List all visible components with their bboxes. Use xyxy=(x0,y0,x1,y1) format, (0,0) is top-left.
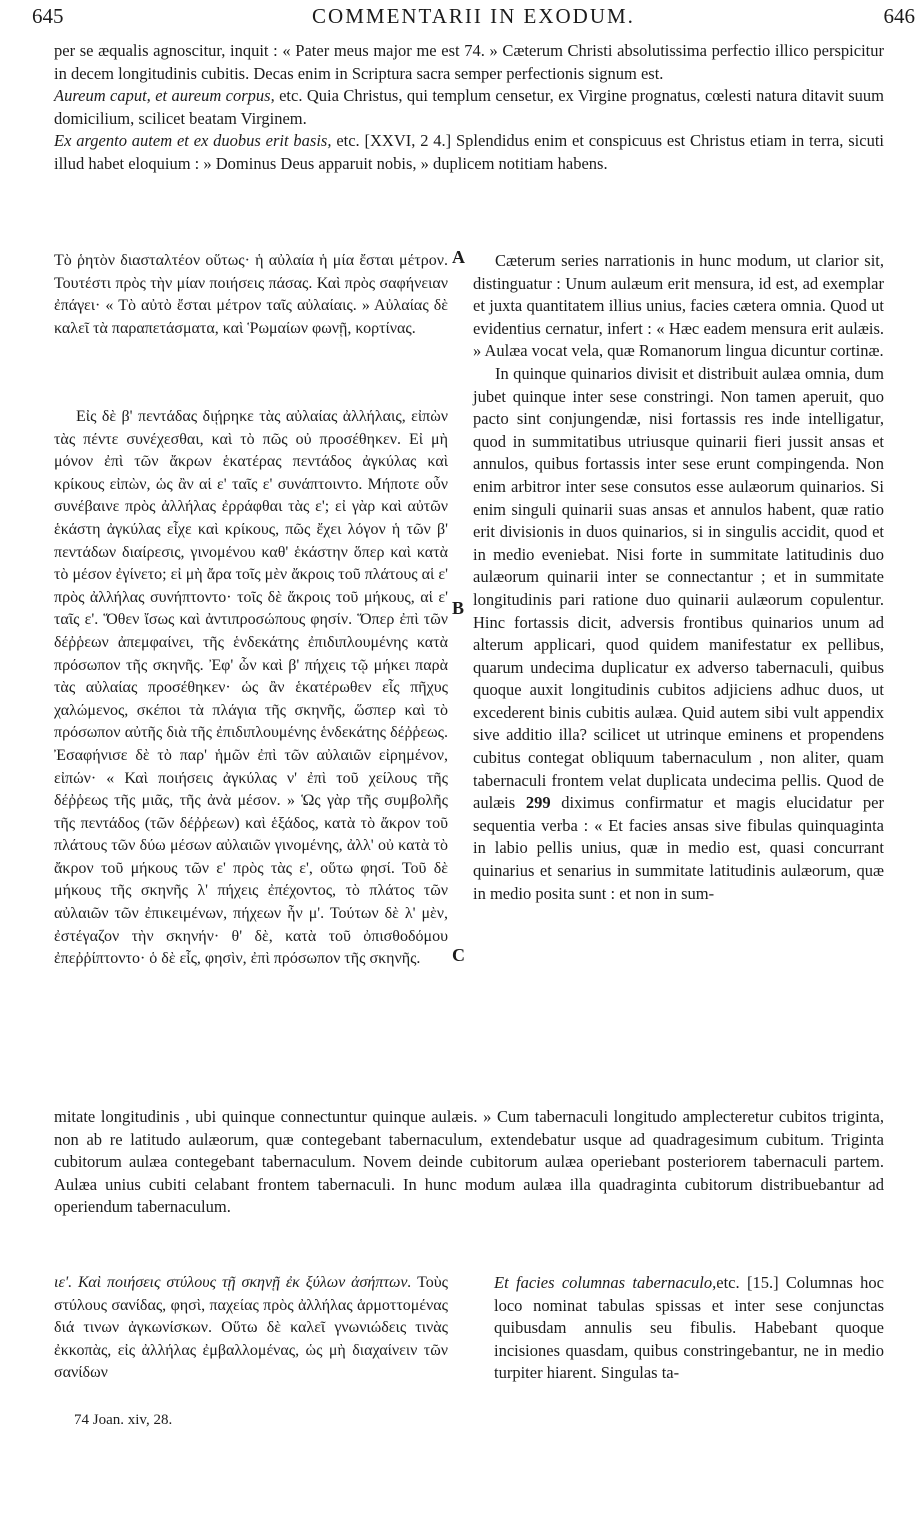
greek-paragraph-1: Τὸ ῥητὸν διασταλτέον οὕτως· ἡ αὐλαία ἡ μία ἔσται μέτρον. Τουτέστι πρὸς τὴν μίαν ποιήσεις πάσας. Καὶ πρὸς σαφήνειαν ἐπάγει· « Τὸ αὐτὸ ἔσται μέτρον ταῖς αὐλαίαις. » Αὐλαίας δὲ καλεῖ τὰ παραπετάσματα, καὶ Ῥωμαίων φωνῇ, κορτίνας. xyxy=(54,252,448,337)
bottom-greek-lemma: ιε'. Καὶ ποιήσεις στύλους τῇ σκηνῇ ἐκ ξύλων ἀσήπτων. xyxy=(54,1274,412,1291)
bottom-greek-body: Τοὺς στύλους σανίδας, φησὶ, παχείας πρὸς ἀλλήλας ἁρμοττομένας διά τινων ἀγκωνίσκων. Οὕτω δὲ καλεῖ γνωνιώδεις τινὰς ἐκκοπὰς, εἰς ἀλλήλας ἐμβαλλομένας, ὡς μὴ διαχαίνειν τῶν σανίδων xyxy=(54,1274,449,1382)
column-number: 299 xyxy=(525,793,551,813)
intro-paragraph-3 xyxy=(54,130,884,175)
greek-column xyxy=(54,250,448,340)
intro-text xyxy=(54,40,884,175)
latin-column xyxy=(473,250,884,905)
page-number-left: 645 xyxy=(32,4,64,28)
latin-paragraph-2-part-2: diximus confirmatur et magis elucidatur per sequentia verba : « Et facies ansas sive fibulas quinquaginta in labio pellis unius, quæ in medio est, quasi concurrant quinarius et senarius in summitate latitudinis aulæorum, quæ in medio posita sunt : et non in sum- xyxy=(473,793,884,903)
latin-paragraph-1: Cæterum series narrationis in hunc modum, ut clarior sit, distinguatur : Unum aulæum erit mensura, id est, ad exemplar et juxta quantitatem illius unius, facies cætera omnia. Quod ut evidentius cernatur, infert : « Hæc eadem mensura erit aulæis. » Aulæa vocat vela, quæ Romanorum lingua dicuntur cortinæ. xyxy=(473,251,884,361)
intro-paragraph-1: per se æqualis agnoscitur, inquit : « Pater meus major me est 74. » Cæterum Christi absolutissima perfectio illico perspicitur in decem longitudinis cubitis. Decas enim in Scriptura sacra semper perfectionis signum est. xyxy=(54,41,884,83)
greek-column-continued xyxy=(54,406,448,971)
latin-paragraph-2-part-1: In quinque quinarios divisit et distribuit aulæa omnia, dum jubet quinque inter sese constringi. Non tamen aperuit, quo pacto sint conjungendæ, nisi fortassis res inde intelligatur, quod in summitatibus utriusque quinarii fieri jussit ansas et annulos, quibus fortassis inter sese erunt compingenda. Non enim arbitror inter sese consutos esse aulæorum quinarios. Si enim singuli quinarii suas ansas et annulos habent, quæ ratio erit divisionis in duos quinarios, si in singulis accidit, quod et in medio eveniebat. Nisi forte in summitate latitudinis duo aulæorum quinarii inter se connectantur ; et in summitate longitudinis pari ratione duo quinarii aulæorum copulentur. Hinc fortassis dicit, adversis frontibus quinarios unum ad alterum applicari, quod quidem manifestatur ex pellibus, quarum undecima duplicatur ex adverso tabernaculi, quibus quoque auxit longitudinis cubitos adjiciens adhuc duos, ut excederent binis cubitis aulæa. Quid autem sibi vult appendix sive additio illa? scilicet ut utrinque eminens et propendens cubitus contegat obliquum tabernaculum , non aliter, quam tabernaculi frontem velat duplicata undecima pellis. Quod de aulæis xyxy=(473,363,884,813)
intro-paragraph-3-lemma: Ex argento autem et ex duobus erit basis, xyxy=(54,131,332,150)
running-header xyxy=(32,4,915,38)
intro-paragraph-3-body: etc. [XXVI, 2 4.] Splendidus enim et conspicuus est Christus etiam in terra, sicuti illud habet eloquium : » Dominus Deus apparuit nobis, » duplicem notitiam habens. xyxy=(54,131,884,173)
continuation-text: mitate longitudinis , ubi quinque connectuntur quinque aulæis. » Cum tabernaculi longitudo amplecteretur cubitos triginta, non ab re latitudo aulæorum, quæ contegebant tabernaculum, extendebatur usque ad quadragesimum cubitum. Triginta cubitorum aulæa contegebant tabernaculum. Novem deinde cubitorum aulæa operiebant posteriorem tabernaculi partem. Aulæa unius cubiti celabant frontem tabernaculi. In hunc modum aulæa illa quadraginta cubitorum distribuebantur ad operiendum tabernaculum. xyxy=(54,1107,884,1217)
section-marker-a: A xyxy=(452,247,465,267)
running-title: COMMENTARII IN EXODUM. xyxy=(312,4,635,28)
intro-paragraph-2-lemma: Aureum caput, et aureum corpus, xyxy=(54,86,275,105)
section-marker-b: B xyxy=(452,598,465,618)
footnote: 74 Joan. xiv, 28. xyxy=(74,1412,173,1428)
intro-paragraph-2 xyxy=(54,85,884,130)
section-marker-c: C xyxy=(452,945,465,965)
bottom-latin-lemma: Et facies columnas tabernaculo, xyxy=(494,1273,717,1292)
bottom-greek-column xyxy=(54,1272,448,1385)
page-number-right: 646 xyxy=(883,4,915,28)
latin-paragraph-2 xyxy=(473,363,884,905)
intro-paragraph-2-body: etc. Quia Christus, qui templum censetur, ex Virgine prognatus, cœlesti natura ditavit suum domicilium, scilicet beatam Virginem. xyxy=(54,86,884,128)
greek-paragraph-2: Εἰς δὲ β' πεντάδας διῄρηκε τὰς αὐλαίας ἀλλήλαις, εἰπὼν τὰς πέντε συνέχεσθαι, καὶ τὸ πῶς οὐ προσέθηκεν. Εἰ μὴ μόνον ἐπὶ τῶν ἄκρων ἑκατέρας πεντάδος ἀγκύλας καὶ κρίκους εἰπὼν, ὡς ἂν αἱ ε' ταῖς ε' συνάπτοιντο. Μήποτε οὖν συνέβαινε πρὸς ἀλλήλας ἐρράφθαι τὰς ε'; εἰ γὰρ καὶ αὐτῶν ἑκάστη ἀγκύλας εἶχε καὶ κρίκους, πῶς ἔχει λόγον ἡ τῶν β' πεντάδων διαίρεσις, γινομένου καθ' ἑκάστην ὅπερ καὶ κατὰ τὸ μέσον ἐγίνετο; εἰ μὴ ἄρα τοῖς μὲν ἄκροις τοῦ πλάτους αἱ ε' πρὸς ἀλλήλας συνήπτοντο· τοῖς δὲ ἄκροις τοῦ μήκους, αἱ ε' ταῖς ε'. Ὅθεν ἴσως καὶ ἀντιπροσώπους φησίν. Ὅπερ ἐπὶ τῶν δέῤῥεων ἀπεμφαίνει, τῆς ἑνδεκάτης ἐπιδιπλουμένης κατὰ πρόσωπον τῆς σκηνῆς. Ἐφ' ὧν καὶ β' πήχεις τῷ μήκει παρὰ τὰς αὐλαίας προσέθηκεν· ὡς ἂν ἑκατέρωθεν εἷς πῆχυς χαλώμενος, σκέποι τὰ πλάγια τῆς σκηνῆς, ὥσπερ καὶ τὸ πρόσωπον αὐτῆς διὰ τῆς ἐπιδιπλουμένης ἑνδεκάτης δέῤῥεως. Ἐσαφήνισε δὲ τὸ παρ' ἡμῶν ἐπὶ τῶν αὐλαιῶν εἰρημένον, εἰπών· « Καὶ ποιήσεις ἀγκύλας ν' ἐπὶ τοῦ χείλους τῆς δέῤῥεως τῆς μιᾶς, τῆς ἀνὰ μέσον. » Ὡς γὰρ τῆς συμβολῆς τῆς πεντάδος (τῶν δέῤῥεων) καὶ ἑξάδος, κατὰ τὸ ἄκρον τοῦ πλάτους τῶν δύω μέσων αὐλαιῶν γινομένης, ἀλλ' οὐ κατὰ τὸ ἄκρον τοῦ μήκους τῶν ε' πρὸς τὰς ε', οὕτω φησί. Τοῦ δὲ μήκους τῆς σκηνῆς λ' πήχεις ἐπέχοντος, τὸ πλάτος τῶν αὐλαιῶν τῶν ἐπικειμένων, πήχεων ἦν μ'. Τούτων δὲ λ' μὲν, ἐστέγαζον τὴν σκηνήν· θ' δὲ, κατὰ τοῦ ὀπισθοδόμου ἐπεῤῥίπτοντο· ὁ δὲ εἷς, φησὶν, ἐπὶ πρόσωπον τῆς σκηνῆς. xyxy=(54,408,448,968)
bottom-latin-column xyxy=(494,1272,884,1385)
bottom-latin-body: etc. [15.] Columnas hoc loco nominat tabulas spissas et inter sese conjunctas quibusdam annulis seu fibulis. Habebant quoque incisiones quasdam, quibus constringebantur, ne in medio turpiter hiarent. Singulas ta- xyxy=(494,1273,884,1383)
